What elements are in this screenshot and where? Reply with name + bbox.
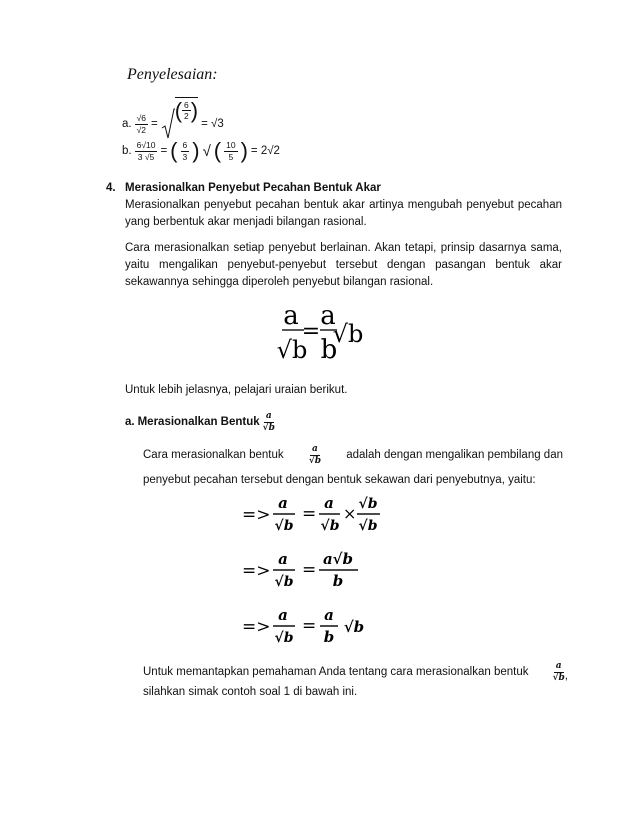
section-4-paragraph-2: Cara merasionalkan setiap penyebut berlainan. Akan tetapi, prinsip dasarnya sama, yaitu mengalikan penyebut-penyebut tersebut dengan pasangan bentuk akar sekawannya sehingga diperoleh penyebut bilangan rasional. <box>125 242 562 288</box>
step-2-equals: = <box>302 560 317 580</box>
item-b-frac-2: $\frac{10}{5}$ <box>226 140 236 162</box>
step-3-tail-root: √b <box>343 618 365 636</box>
step-1-times: × <box>343 504 357 523</box>
step-3-denominator-2: b <box>323 628 335 646</box>
step-3-arrow: => <box>242 617 271 637</box>
main-formula-graphic <box>276 300 364 365</box>
step-3-numerator-2: a <box>324 606 334 624</box>
item-a-label: a. <box>122 117 132 130</box>
solution-item-a: a. $\frac{√6}{√2}$ = ( $\frac{6}{2}$ ) = √3 <box>122 108 224 140</box>
step-3-denominator-1: √b <box>274 630 294 646</box>
section-4-number: 4. <box>106 182 116 194</box>
closing-line-2: silahkan simak contoh soal 1 di bawah ini. <box>143 686 358 698</box>
step-1-arrow: => <box>242 505 271 525</box>
subsection-a-label: a. <box>125 416 135 428</box>
subsection-a-paragraph-line-2: penyebut pecahan tersebut dengan bentuk sekawan dari penyebutnya, yaitu: <box>143 474 536 486</box>
item-b-lhs-fraction: $\frac{6√10}{3 √5}$ <box>136 140 156 162</box>
item-a-root-expression: ( $\frac{6}{2}$ ) <box>161 108 198 140</box>
item-b-label: b. <box>122 144 132 157</box>
derivation-step-3-graphic <box>242 604 372 646</box>
derivation-step-2 <box>242 548 372 590</box>
item-b-frac-1: $\frac{6}{3}$ <box>182 140 188 162</box>
subsection-a-heading <box>125 412 275 433</box>
step-1-denominator-2: √b <box>320 518 340 534</box>
closing-line-1: Untuk memantapkan pemahaman Anda tentang cara merasionalkan bentuk $\frac{a}{√b}$ , <box>143 661 568 683</box>
section-4-title: Merasionalkan Penyebut Pecahan Bentuk Akar <box>125 182 381 194</box>
subsection-a-fraction: $\frac{a}{√b}$ <box>262 411 275 433</box>
step-2-numerator-2: a√b <box>322 550 354 568</box>
step-3-equals: = <box>302 616 317 636</box>
solution-item-b: b. $\frac{6√10}{3 √5}$ = ( $\frac{6}{3}$ ) √ ( $\frac{10}{5}$ ) = 2√2 <box>122 138 280 163</box>
step-2-numerator-1: a <box>278 550 288 568</box>
main-formula-tail-root: √b <box>332 320 364 348</box>
subsection-a-title: Merasionalkan Bentuk <box>137 416 260 428</box>
derivation-step-1 <box>242 492 392 534</box>
main-formula <box>276 300 364 365</box>
step-1-numerator-1: a <box>278 494 288 512</box>
step-2-arrow: => <box>242 561 271 581</box>
step-2-denominator-1: √b <box>274 574 294 590</box>
solution-heading: Penyelesaian: <box>127 66 218 83</box>
intro-text: Untuk lebih jelasnya, pelajari uraian berikut. <box>125 384 348 396</box>
main-formula-right-numerator: a <box>320 301 336 331</box>
step-1-denominator-3: √b <box>358 518 378 534</box>
main-formula-equals: = <box>301 319 321 344</box>
sqrt-sign-icon <box>161 108 175 140</box>
main-formula-left-numerator: a <box>283 301 299 331</box>
step-1-equals: = <box>302 504 317 524</box>
item-a-lhs-fraction: $\frac{√6}{√2}$ <box>136 113 146 135</box>
step-3-numerator-1: a <box>278 606 288 624</box>
subsection-a-inline-fraction: $\frac{a}{√b}$ <box>308 444 322 466</box>
derivation-step-2-graphic <box>242 548 372 590</box>
main-formula-right-denominator: b <box>320 335 338 365</box>
step-1-numerator-3: √b <box>358 496 378 512</box>
closing-fraction: $\frac{a}{√b}$ <box>552 661 565 683</box>
main-formula-left-denominator: √b <box>276 336 308 364</box>
step-1-numerator-2: a <box>324 494 334 512</box>
derivation-step-1-graphic <box>242 492 392 534</box>
step-1-denominator-1: √b <box>274 518 294 534</box>
step-2-denominator-2: b <box>332 572 344 590</box>
section-4-paragraph-1: Merasionalkan penyebut pecahan bentuk akar artinya mengubah penyebut pecahan yang berbentuk akar menjadi bilangan rasional. <box>125 199 562 228</box>
derivation-step-3 <box>242 604 372 646</box>
subsection-a-paragraph-line-1: Cara merasionalkan bentuk $\frac{a}{√b}$ adalah dengan mengalikan pembilang dan <box>143 444 563 466</box>
